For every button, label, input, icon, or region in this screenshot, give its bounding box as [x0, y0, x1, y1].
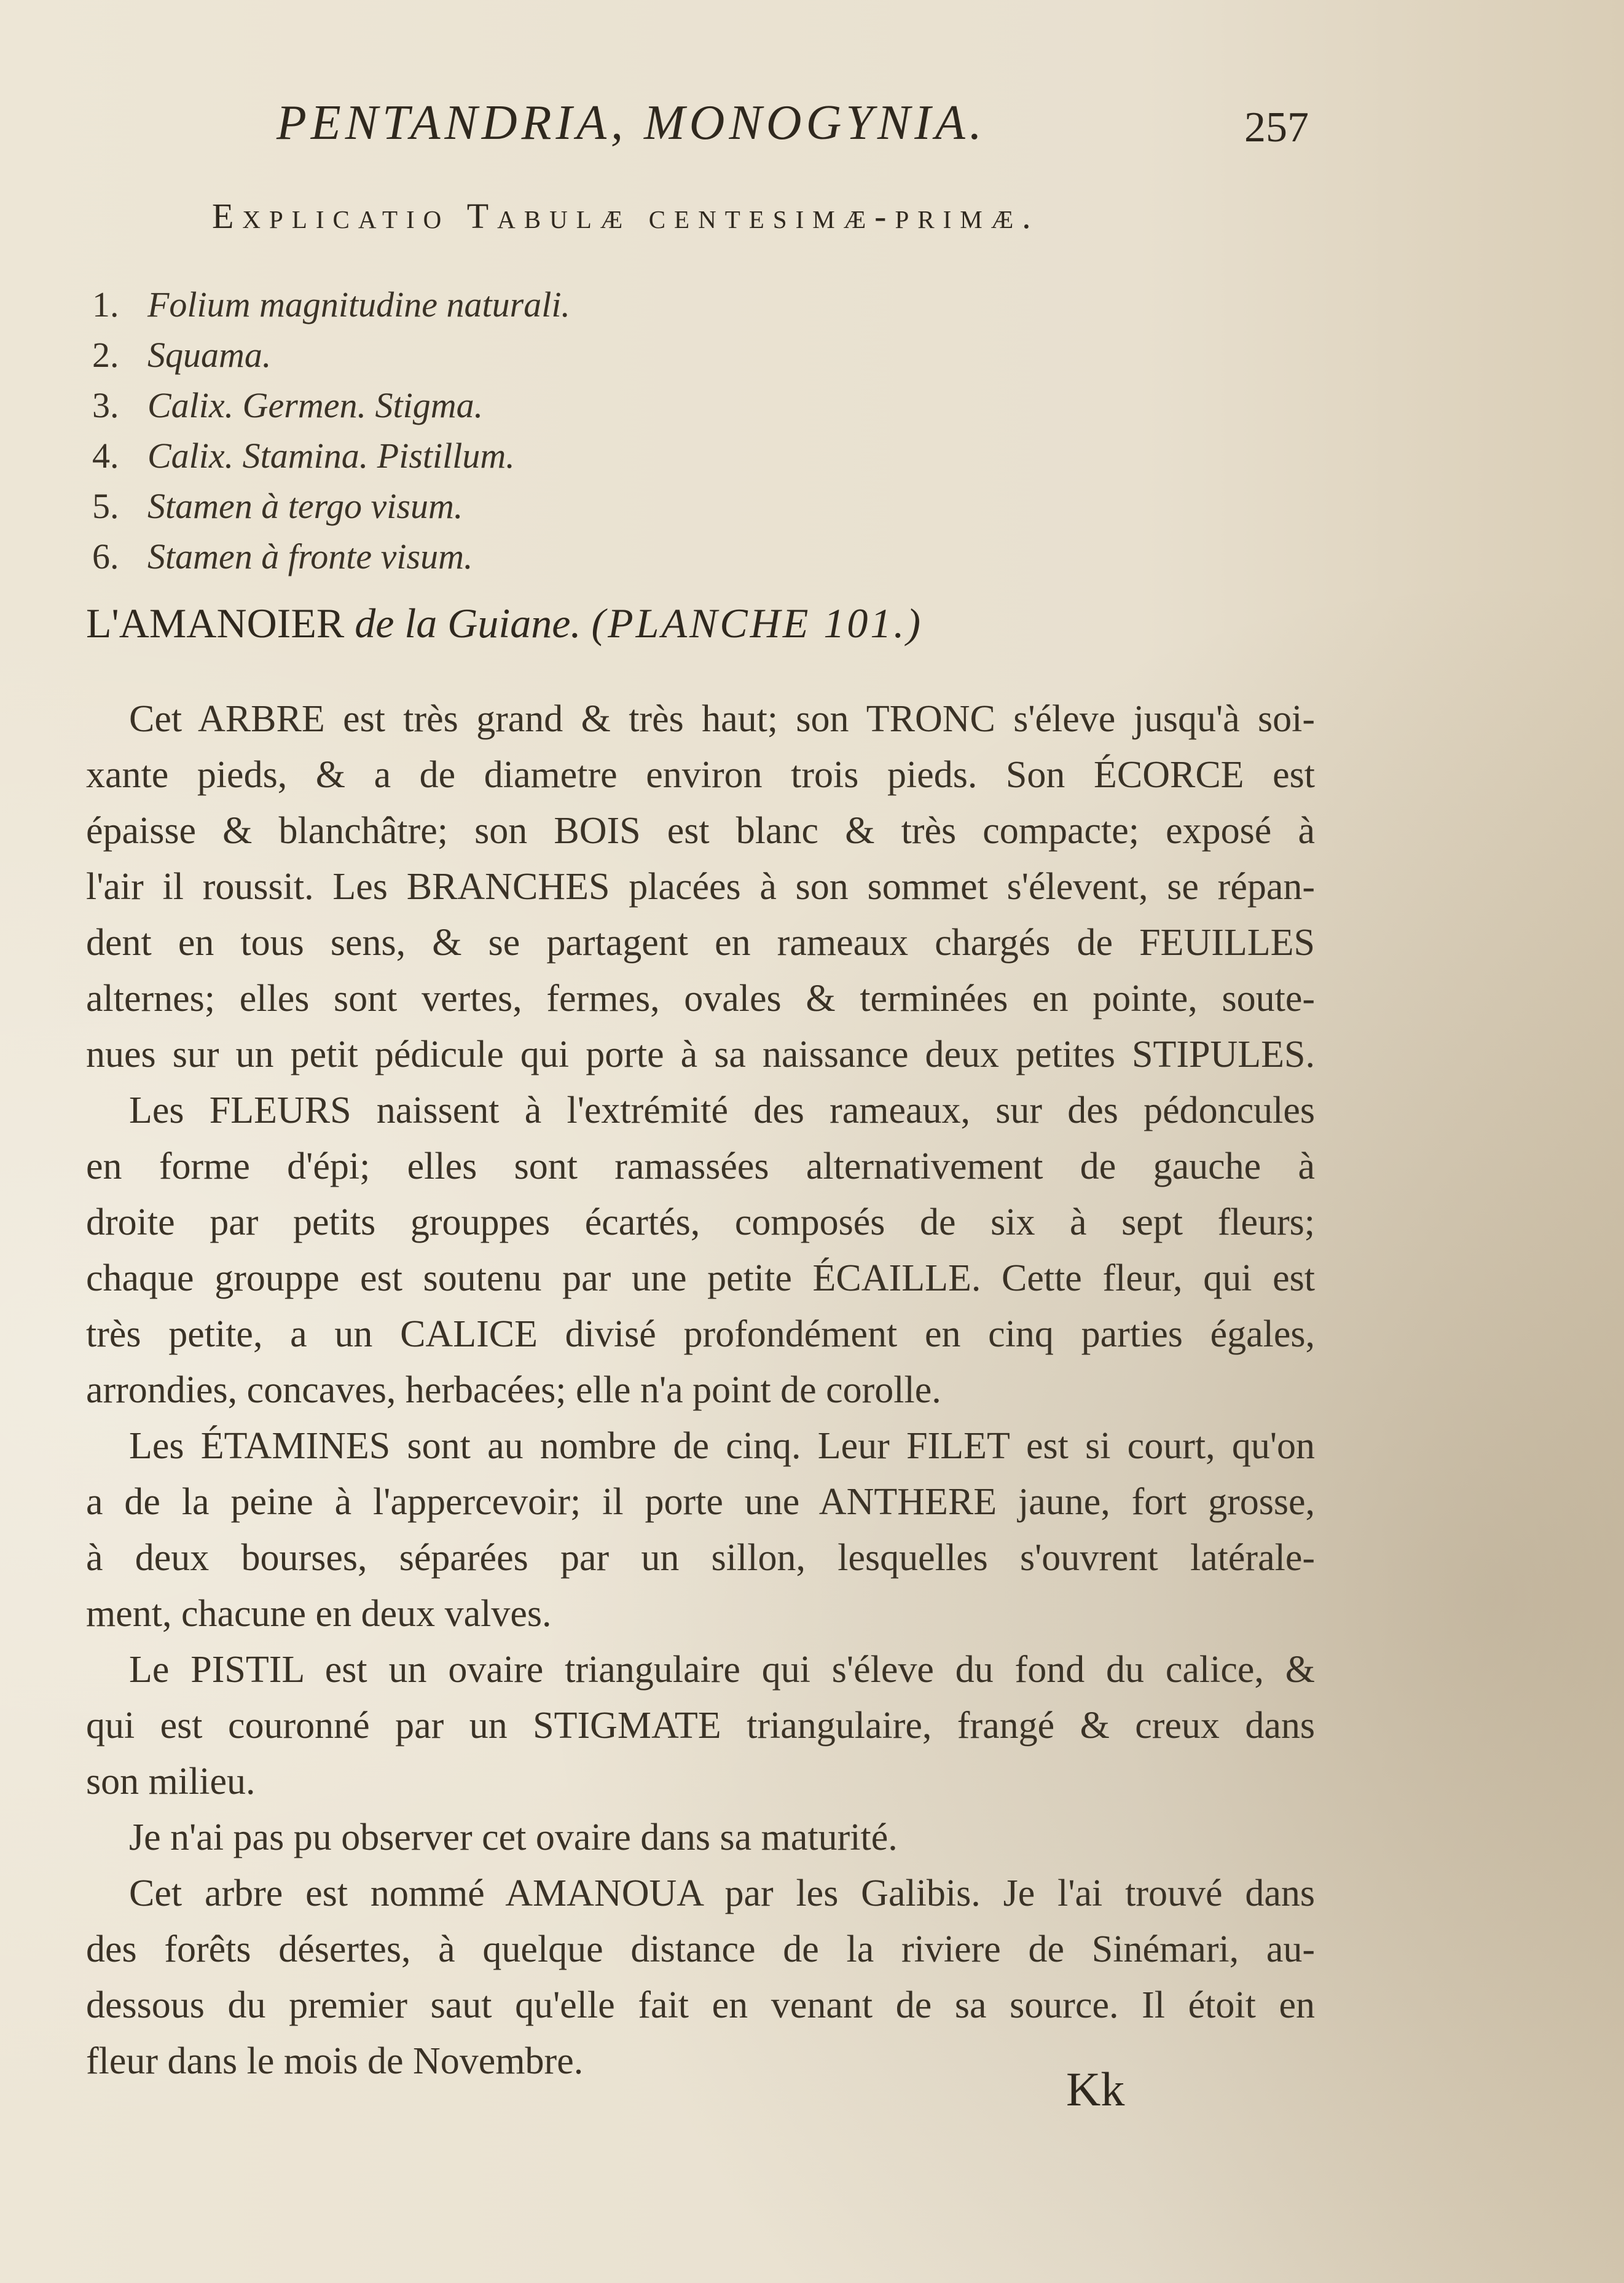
legend-text: Calix. Stamina. Pistillum. [147, 436, 515, 476]
text-line: droite par petits grouppes écartés, composés de six à sept fleurs; [86, 1201, 1315, 1243]
plate-explanation-title: Explicatio Tabulæ centesimæ-primæ. [212, 196, 1040, 236]
text-line: des forêts désertes, à quelque distance de la riviere de Sinémari, au- [86, 1928, 1315, 1970]
text-line: fleur dans le mois de Novembre. [86, 2040, 584, 2082]
text-line: en forme d'épi; elles sont ramassées alternativement de gauche à [86, 1145, 1315, 1187]
text-line: Cet arbre est nommé AMANOUA par les Galibis. Je l'ai trouvé dans [129, 1872, 1315, 1914]
text-line: à deux bourses, séparées par un sillon, lesquelles s'ouvrent latérale- [86, 1537, 1315, 1579]
legend-number: 5. [92, 486, 119, 526]
body-text [86, 691, 1315, 2089]
text-line: dessous du premier saut qu'elle fait en venant de sa source. Il étoit en [86, 1984, 1315, 2026]
signature-mark: Kk [1066, 2062, 1125, 2116]
legend-item [92, 481, 891, 532]
text-line: alternes; elles sont vertes, fermes, ovales & terminées en pointe, soute- [86, 978, 1315, 1020]
legend-item [92, 280, 891, 330]
text-line: dent en tous sens, & se partagent en rameaux chargés de FEUILLES [86, 922, 1315, 964]
legend-number: 3. [92, 385, 119, 425]
text-line: qui est couronné par un STIGMATE triangulaire, frangé & creux dans [86, 1705, 1315, 1747]
page-number: 257 [1244, 104, 1309, 151]
text-line: ment, chacune en deux valves. [86, 1593, 552, 1635]
article-heading [86, 599, 1131, 648]
legend-text: Calix. Germen. Stigma. [147, 385, 484, 425]
legend-number: 2. [92, 335, 119, 375]
legend-item [92, 532, 891, 582]
plate-legend [92, 280, 891, 582]
text-line: arrondies, concaves, herbacées; elle n'a point de corolle. [86, 1369, 941, 1411]
legend-text: Stamen à tergo visum. [147, 486, 463, 526]
text-line: a de la peine à l'appercevoir; il porte une ANTHERE jaune, fort grosse, [86, 1481, 1315, 1523]
text-line: Les ÉTAMINES sont au nombre de cinq. Leur FILET est si court, qu'on [129, 1425, 1315, 1467]
legend-text: Folium magnitudine naturali. [147, 285, 570, 324]
text-line: Je n'ai pas pu observer cet ovaire dans sa maturité. [129, 1817, 898, 1858]
legend-number: 4. [92, 436, 119, 476]
text-line: Le PISTIL est un ovaire triangulaire qui s'éleve du fond du calice, & [129, 1649, 1315, 1691]
legend-item [92, 380, 891, 431]
text-line: chaque grouppe est soutenu par une petite ÉCAILLE. Cette fleur, qui est [86, 1257, 1315, 1299]
text-line: Cet ARBRE est très grand & très haut; son TRONC s'éleve jusqu'à soi- [129, 698, 1315, 740]
legend-item [92, 330, 891, 380]
legend-item [92, 431, 891, 481]
text-line: l'air il roussit. Les BRANCHES placées à son sommet s'élevent, se répan- [86, 866, 1315, 908]
legend-number: 1. [92, 285, 119, 324]
text-line: nues sur un petit pédicule qui porte à sa naissance deux petites STIPULES. [86, 1034, 1315, 1075]
text-line: très petite, a un CALICE divisé profondément en cinq parties égales, [86, 1313, 1315, 1355]
plate-reference: (PLANCHE 101.) [591, 600, 924, 646]
text-line: son milieu. [86, 1761, 256, 1802]
legend-text: Squama. [147, 335, 272, 375]
species-locality: de la Guiane. [355, 600, 581, 646]
text-line: Les FLEURS naissent à l'extrémité des rameaux, sur des pédoncules [129, 1090, 1315, 1131]
text-line: xante pieds, & a de diametre environ trois pieds. Son ÉCORCE est [86, 754, 1315, 796]
legend-text: Stamen à fronte visum. [147, 536, 473, 576]
species-name: L'AMANOIER [86, 600, 345, 646]
text-line: épaisse & blanchâtre; son BOIS est blanc & très compacte; exposé à [86, 810, 1315, 852]
legend-number: 6. [92, 536, 119, 576]
running-header: PENTANDRIA, MONOGYNIA. [277, 96, 986, 150]
